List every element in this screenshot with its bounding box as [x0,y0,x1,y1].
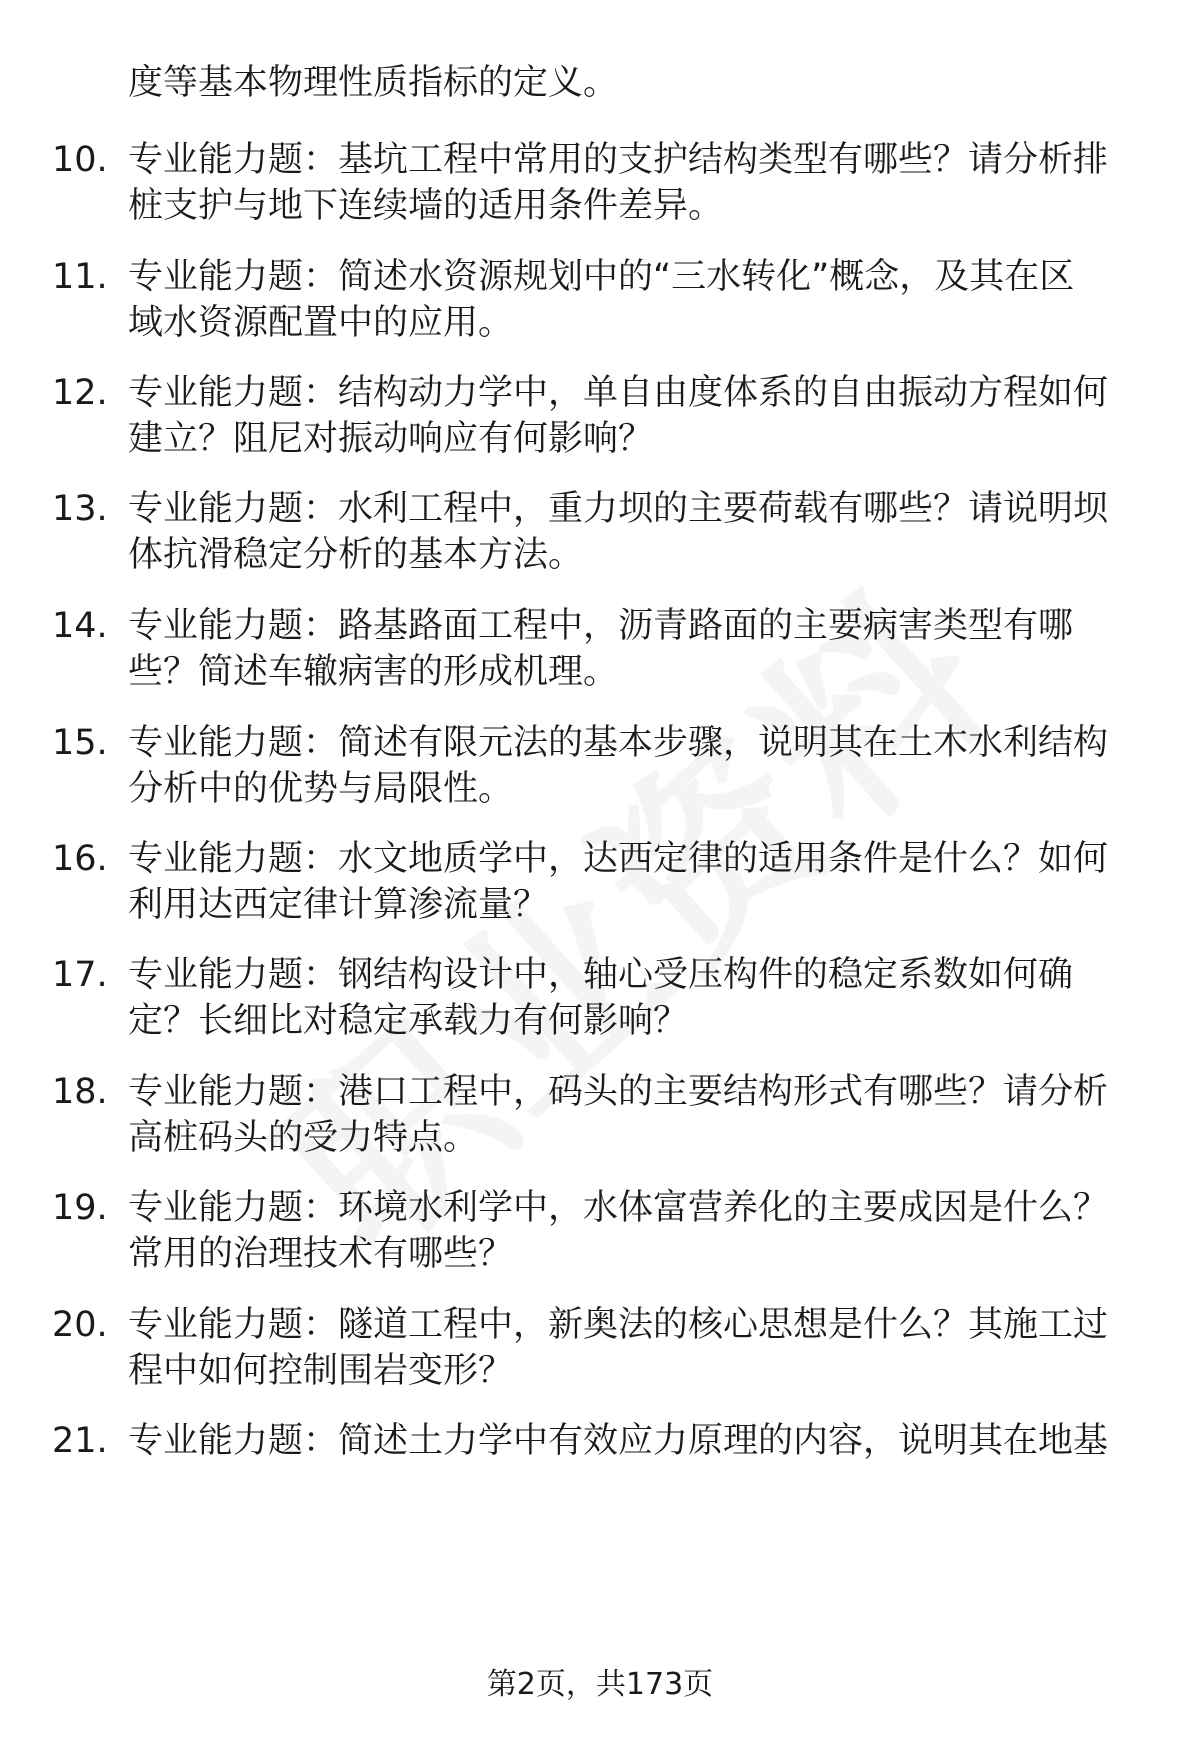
item-text-line: 专业能力题：港口工程中，码头的主要结构形式有哪些？请分析 [128,1072,1109,1112]
item-number: 13. [52,489,108,529]
list-item [0,1067,1200,1177]
item-text-line: 高桩码头的受力特点。 [128,1118,479,1158]
list-item [0,601,1200,711]
list-item [0,135,1200,245]
list-item [0,834,1200,944]
item-text-line: 专业能力题：基坑工程中常用的支护结构类型有哪些？请分析排 [128,140,1109,180]
item-number: 15. [52,723,108,763]
item-text-line: 专业能力题：水利工程中，重力坝的主要荷载有哪些？请说明坝 [128,489,1109,529]
item-text-line: 专业能力题：钢结构设计中，轴心受压构件的稳定系数如何确 [128,955,1074,995]
list-item [0,1183,1200,1293]
item-text-line: 桩支护与地下连续墙的适用条件差异。 [128,186,724,226]
item-text-line: 专业能力题：路基路面工程中，沥青路面的主要病害类型有哪 [128,606,1074,646]
item-number: 21. [52,1421,108,1461]
item-text-line: 专业能力题：结构动力学中，单自由度体系的自由振动方程如何 [128,373,1109,413]
item-text-line: 定？长细比对稳定承载力有何影响？ [128,1001,689,1041]
item-number: 16. [52,839,108,879]
item-text-line: 利用达西定律计算渗流量？ [128,885,549,925]
item-text-line: 域水资源配置中的应用。 [128,303,514,343]
list-item [0,718,1200,828]
item-text-line: 专业能力题：隧道工程中，新奥法的核心思想是什么？其施工过 [128,1305,1109,1345]
item-text-line: 分析中的优势与局限性。 [128,769,514,809]
item-text-line: 体抗滑稳定分析的基本方法。 [128,535,584,575]
item-number: 17. [52,955,108,995]
list-item [0,950,1200,1060]
item-text-line: 建立？阻尼对振动响应有何影响？ [128,419,654,459]
list-item [0,368,1200,478]
item-text-line: 专业能力题：简述土力学中有效应力原理的内容，说明其在地基 [128,1421,1109,1461]
list-item [0,252,1200,362]
item-text-line: 专业能力题：环境水利学中，水体富营养化的主要成因是什么？ [128,1188,1109,1228]
item-number: 20. [52,1305,108,1345]
item-text-line: 专业能力题：简述有限元法的基本步骤，说明其在土木水利结构 [128,723,1109,763]
list-item [0,484,1200,594]
item-number: 10. [52,140,108,180]
item-number: 12. [52,373,108,413]
item-text-line: 专业能力题：简述水资源规划中的“三水转化”概念，及其在区 [128,257,1075,297]
item-number: 18. [52,1072,108,1112]
page-footer: 第2页，共173页 [486,1667,714,1702]
item-number: 19. [52,1188,108,1228]
item-number: 14. [52,606,108,646]
list-item [0,1416,1200,1526]
list-item [0,1300,1200,1410]
item-text-line: 程中如何控制围岩变形？ [128,1351,514,1391]
item-text-line: 专业能力题：水文地质学中，达西定律的适用条件是什么？如何 [128,839,1109,879]
item-text-line: 些？简述车辙病害的形成机理。 [128,652,619,692]
item-number: 11. [52,257,108,297]
continuation-text: 度等基本物理性质指标的定义。 [128,63,619,103]
item-text-line: 常用的治理技术有哪些？ [128,1234,514,1274]
